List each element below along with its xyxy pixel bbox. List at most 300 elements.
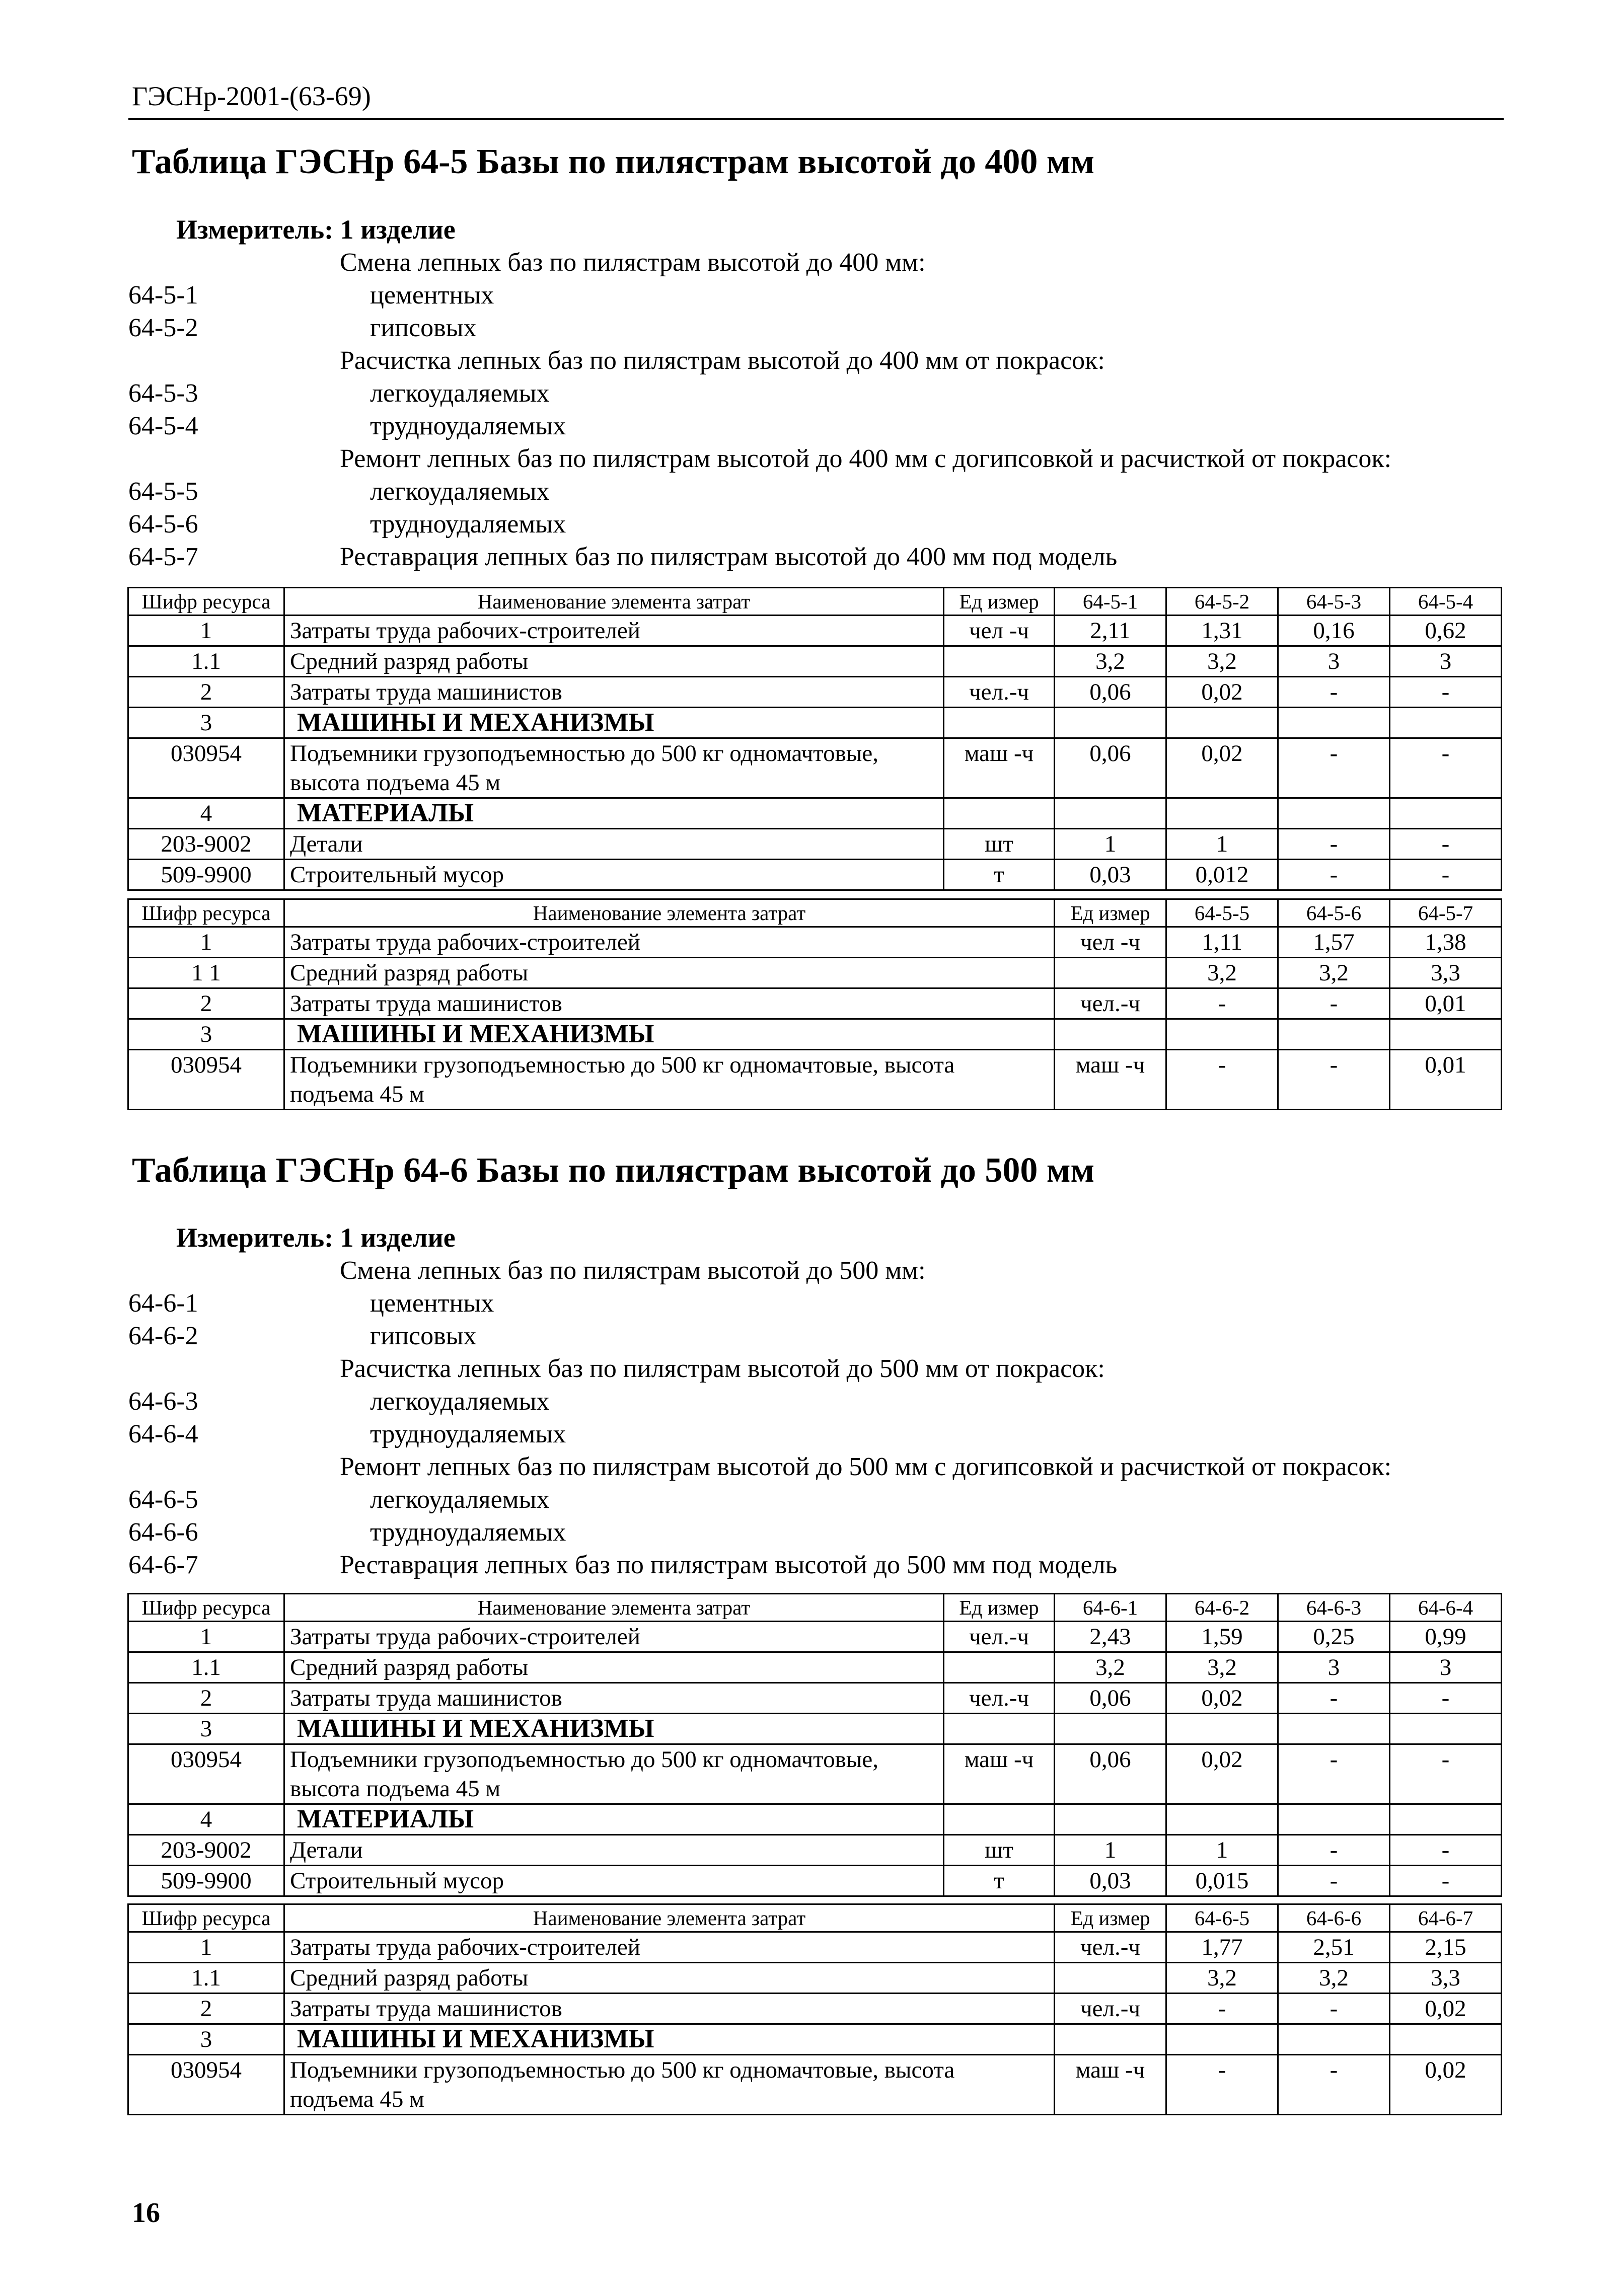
value-cell [1390, 1774, 1502, 1804]
value-cell: 0,015 [1166, 1866, 1278, 1896]
table-row [128, 927, 1502, 958]
work-name: легкоудаляемых [370, 1387, 550, 1416]
value-cell [1278, 1714, 1390, 1744]
value-cell: 0,02 [1166, 1744, 1278, 1775]
description-row [128, 378, 1508, 411]
work-code: 64-5-4 [128, 412, 198, 440]
value-cell: 3,2 [1278, 1963, 1390, 1994]
value-cell [1390, 798, 1502, 829]
value-cell: 0,02 [1166, 677, 1278, 708]
value-cell: - [1166, 1994, 1278, 2024]
description-row [128, 477, 1508, 509]
value-cell: 3,3 [1390, 958, 1502, 988]
work-name: трудноудаляемых [370, 412, 566, 440]
header-row [128, 899, 1502, 927]
value-cell [1278, 1774, 1390, 1804]
document-code: ГЭСНр-2001-(63-69) [132, 81, 371, 111]
column-header: Ед измер [1055, 1904, 1166, 1932]
resource-code: 203-9002 [128, 1835, 284, 1866]
unit-cell: чел.-ч [944, 1683, 1055, 1714]
table-row [128, 768, 1502, 798]
column-header: Шифр ресурса [128, 899, 284, 927]
column-header: Шифр ресурса [128, 1904, 284, 1932]
value-cell: 0,02 [1166, 738, 1278, 769]
column-header: 64-5-5 [1166, 899, 1278, 927]
value-cell: 1,77 [1166, 1932, 1278, 1963]
table-row [128, 2024, 1502, 2055]
resource-code: 3 [128, 1019, 284, 1050]
value-cell: 1 [1166, 829, 1278, 860]
column-header: 64-5-4 [1390, 588, 1502, 616]
value-cell [1166, 1774, 1278, 1804]
unit-cell: т [944, 860, 1055, 890]
value-cell: - [1390, 1866, 1502, 1896]
resource-code [128, 1774, 284, 1804]
value-cell [1166, 1080, 1278, 1110]
unit-cell: чел.-ч [1055, 1994, 1166, 2024]
cost-element-name: Затраты труда машинистов [284, 988, 1055, 1019]
resource-code: 1 1 [128, 958, 284, 988]
value-cell [1278, 768, 1390, 798]
header-row [128, 1594, 1502, 1622]
resource-code: 3 [128, 2024, 284, 2055]
work-code: 64-6-7 [128, 1551, 198, 1579]
column-header: Наименование элемента затрат [284, 588, 944, 616]
value-cell: 1 [1055, 829, 1166, 860]
resource-code: 509-9900 [128, 1866, 284, 1896]
value-cell: 0,01 [1390, 1050, 1502, 1080]
value-cell [1390, 1080, 1502, 1110]
description-row [128, 1452, 1508, 1485]
value-cell: 3,2 [1055, 1652, 1166, 1683]
value-cell: 0,03 [1055, 860, 1166, 890]
table-row [128, 677, 1502, 708]
cost-element-name: подъема 45 м [284, 1080, 1055, 1110]
value-cell: - [1390, 1744, 1502, 1775]
column-header: 64-6-5 [1166, 1904, 1278, 1932]
value-cell: 3 [1390, 1652, 1502, 1683]
section-title: МАШИНЫ И МЕХАНИЗМЫ [284, 708, 944, 738]
cost-element-name: Средний разряд работы [284, 646, 944, 677]
work-name: гипсовых [370, 314, 477, 342]
cost-element-name: Детали [284, 829, 944, 860]
description-row [128, 1321, 1508, 1354]
work-code: 64-5-2 [128, 314, 198, 342]
value-cell [1055, 1804, 1166, 1835]
resource-code: 2 [128, 1683, 284, 1714]
resource-code: 2 [128, 988, 284, 1019]
work-name: легкоудаляемых [370, 1485, 550, 1514]
value-cell [1166, 1714, 1278, 1744]
value-cell [1390, 2024, 1502, 2055]
table-row [128, 1804, 1502, 1835]
cost-element-name: Средний разряд работы [284, 1652, 944, 1683]
value-cell: - [1278, 738, 1390, 769]
value-cell: 0,06 [1055, 1683, 1166, 1714]
resource-code: 030954 [128, 1744, 284, 1775]
value-cell: - [1166, 1050, 1278, 1080]
work-name: гипсовых [370, 1322, 477, 1350]
description-row [128, 509, 1508, 542]
resource-code: 1.1 [128, 646, 284, 677]
work-code: 64-5-6 [128, 510, 198, 539]
value-cell [1166, 2085, 1278, 2115]
unit-cell [944, 646, 1055, 677]
unit-cell [1055, 1080, 1166, 1110]
column-header: 64-6-3 [1278, 1594, 1390, 1622]
value-cell: - [1278, 1744, 1390, 1775]
value-cell: 0,99 [1390, 1622, 1502, 1652]
section-title: МАТЕРИАЛЫ [284, 798, 944, 829]
value-cell [1055, 708, 1166, 738]
work-name: Смена лепных баз по пилястрам высотой до 500 мм: [340, 1256, 926, 1285]
description-row [128, 1419, 1508, 1452]
work-code: 64-6-6 [128, 1518, 198, 1547]
value-cell: 3,2 [1166, 1963, 1278, 1994]
value-cell: - [1278, 1683, 1390, 1714]
value-cell: 0,62 [1390, 616, 1502, 646]
value-cell: - [1390, 1835, 1502, 1866]
work-code: 64-5-7 [128, 543, 198, 571]
value-cell: 3,2 [1166, 1652, 1278, 1683]
unit-cell: шт [944, 829, 1055, 860]
header-rule [128, 118, 1504, 120]
table-row [128, 1683, 1502, 1714]
value-cell: - [1278, 1994, 1390, 2024]
work-name: Реставрация лепных баз по пилястрам высотой до 400 мм под модель [340, 543, 1118, 571]
resource-code: 030954 [128, 1050, 284, 1080]
cost-element-name: Детали [284, 1835, 944, 1866]
value-cell [1055, 798, 1166, 829]
value-cell: 1 [1166, 1835, 1278, 1866]
value-cell: 0,06 [1055, 677, 1166, 708]
value-cell: 3,2 [1055, 646, 1166, 677]
work-name: трудноудаляемых [370, 510, 566, 539]
work-name: Смена лепных баз по пилястрам высотой до 400 мм: [340, 248, 926, 277]
work-name: цементных [370, 1289, 494, 1318]
resource-code: 1 [128, 1932, 284, 1963]
value-cell: - [1390, 860, 1502, 890]
description-row [128, 1288, 1508, 1321]
table-row [128, 1050, 1502, 1080]
cost-element-name: Затраты труда рабочих-строителей [284, 1932, 1055, 1963]
value-cell [1055, 1774, 1166, 1804]
unit-cell: шт [944, 1835, 1055, 1866]
value-cell: 0,02 [1166, 1683, 1278, 1714]
cost-element-name: Затраты труда рабочих-строителей [284, 1622, 944, 1652]
description-row [128, 313, 1508, 346]
resource-code: 2 [128, 677, 284, 708]
value-cell [1278, 1804, 1390, 1835]
table-row [128, 1963, 1502, 1994]
table-row [128, 1080, 1502, 1110]
value-cell: 0,03 [1055, 1866, 1166, 1896]
table-row [128, 738, 1502, 769]
section-title: МАТЕРИАЛЫ [284, 1804, 944, 1835]
value-cell: - [1278, 1866, 1390, 1896]
table-row [128, 958, 1502, 988]
unit-cell: т [944, 1866, 1055, 1896]
description-row [128, 248, 1508, 280]
value-cell: - [1278, 829, 1390, 860]
unit-cell: чел -ч [1055, 927, 1166, 958]
cost-element-name: Подъемники грузоподъемностью до 500 кг одномачтовые, [284, 738, 944, 769]
value-cell: 0,012 [1166, 860, 1278, 890]
value-cell: 1,57 [1278, 927, 1390, 958]
value-cell: 1,38 [1390, 927, 1502, 958]
work-code: 64-5-3 [128, 379, 198, 408]
description-row [128, 1550, 1508, 1583]
resource-code: 1 [128, 927, 284, 958]
work-name: трудноудаляемых [370, 1420, 566, 1448]
table-title-64-5: Таблица ГЭСНр 64-5 Базы по пилястрам высотой до 400 мм [132, 142, 1095, 181]
value-cell: 0,16 [1278, 616, 1390, 646]
cost-element-name: высота подъема 45 м [284, 768, 944, 798]
work-code: 64-5-1 [128, 281, 198, 310]
resource-table-64-6-5-7 [127, 1903, 1502, 2115]
table-row [128, 1835, 1502, 1866]
value-cell [1390, 708, 1502, 738]
unit-cell: маш -ч [1055, 2055, 1166, 2085]
description-row [128, 444, 1508, 477]
resource-code: 1.1 [128, 1963, 284, 1994]
value-cell [1390, 768, 1502, 798]
value-cell: 1 [1055, 1835, 1166, 1866]
resource-table-64-5-1-4 [127, 587, 1502, 891]
section-title: МАШИНЫ И МЕХАНИЗМЫ [284, 1714, 944, 1744]
value-cell [1055, 1714, 1166, 1744]
unit-cell [944, 768, 1055, 798]
table-row [128, 1932, 1502, 1963]
unit-cell [944, 1774, 1055, 1804]
table-row [128, 1652, 1502, 1683]
resource-code: 1 [128, 1622, 284, 1652]
section-title: МАШИНЫ И МЕХАНИЗМЫ [284, 2024, 1055, 2055]
table-row [128, 1622, 1502, 1652]
description-row [128, 280, 1508, 313]
description-row [128, 1485, 1508, 1517]
value-cell [1390, 1804, 1502, 1835]
description-row [128, 346, 1508, 378]
column-header: 64-6-1 [1055, 1594, 1166, 1622]
value-cell [1166, 798, 1278, 829]
value-cell: 2,51 [1278, 1932, 1390, 1963]
unit-cell [1055, 2024, 1166, 2055]
work-name: Расчистка лепных баз по пилястрам высотой до 400 мм от покрасок: [340, 346, 1105, 375]
table-row [128, 2085, 1502, 2115]
value-cell: 0,02 [1390, 2055, 1502, 2085]
column-header: Наименование элемента затрат [284, 1904, 1055, 1932]
work-name: Реставрация лепных баз по пилястрам высотой до 500 мм под модель [340, 1551, 1118, 1579]
table-row [128, 616, 1502, 646]
resource-code: 3 [128, 708, 284, 738]
work-name: Ремонт лепных баз по пилястрам высотой до 400 мм с догипсовкой и расчисткой от покрасок: [340, 444, 1392, 473]
work-name: легкоудаляемых [370, 379, 550, 408]
column-header: 64-6-4 [1390, 1594, 1502, 1622]
unit-cell: чел.-ч [1055, 1932, 1166, 1963]
work-code: 64-6-4 [128, 1420, 198, 1448]
unit-cell [944, 708, 1055, 738]
cost-element-name: высота подъема 45 м [284, 1774, 944, 1804]
section-title: МАШИНЫ И МЕХАНИЗМЫ [284, 1019, 1055, 1050]
work-code: 64-6-5 [128, 1485, 198, 1514]
cost-element-name: Строительный мусор [284, 860, 944, 890]
work-description-64-6 [128, 1256, 1508, 1583]
work-code: 64-5-5 [128, 477, 198, 506]
value-cell: - [1278, 2055, 1390, 2085]
work-name: легкоудаляемых [370, 477, 550, 506]
value-cell: - [1278, 1835, 1390, 1866]
value-cell: - [1390, 738, 1502, 769]
column-header: 64-5-1 [1055, 588, 1166, 616]
column-header: 64-6-2 [1166, 1594, 1278, 1622]
work-name: цементных [370, 281, 494, 310]
value-cell: 2,15 [1390, 1932, 1502, 1963]
value-cell [1390, 1019, 1502, 1050]
resource-code: 4 [128, 1804, 284, 1835]
unit-cell [944, 1804, 1055, 1835]
value-cell: 3 [1390, 646, 1502, 677]
value-cell: 3 [1278, 646, 1390, 677]
unit-cell: чел.-ч [944, 677, 1055, 708]
value-cell: - [1166, 988, 1278, 1019]
value-cell: 0,06 [1055, 1744, 1166, 1775]
value-cell: 3,2 [1166, 958, 1278, 988]
cost-element-name: Подъемники грузоподъемностью до 500 кг одномачтовые, [284, 1744, 944, 1775]
column-header: 64-5-2 [1166, 588, 1278, 616]
table-title-64-6: Таблица ГЭСНр 64-6 Базы по пилястрам высотой до 500 мм [132, 1151, 1095, 1190]
resource-code: 509-9900 [128, 860, 284, 890]
table-row [128, 1774, 1502, 1804]
unit-cell: маш -ч [1055, 1050, 1166, 1080]
cost-element-name: Строительный мусор [284, 1866, 944, 1896]
value-cell [1278, 708, 1390, 738]
value-cell: - [1278, 988, 1390, 1019]
resource-code: 030954 [128, 738, 284, 769]
value-cell [1278, 1080, 1390, 1110]
value-cell: - [1278, 860, 1390, 890]
value-cell [1390, 2085, 1502, 2115]
value-cell [1166, 1019, 1278, 1050]
work-name: Расчистка лепных баз по пилястрам высотой до 500 мм от покрасок: [340, 1354, 1105, 1383]
description-row [128, 1256, 1508, 1288]
unit-cell [1055, 1963, 1166, 1994]
cost-element-name: Средний разряд работы [284, 1963, 1055, 1994]
value-cell: 2,43 [1055, 1622, 1166, 1652]
resource-code: 203-9002 [128, 829, 284, 860]
table-row [128, 1994, 1502, 2024]
value-cell: - [1390, 1683, 1502, 1714]
value-cell: 3,3 [1390, 1963, 1502, 1994]
value-cell: 0,02 [1390, 1994, 1502, 2024]
value-cell: 0,06 [1055, 738, 1166, 769]
value-cell: - [1390, 829, 1502, 860]
value-cell: - [1278, 1050, 1390, 1080]
resource-code [128, 2085, 284, 2115]
value-cell: - [1390, 677, 1502, 708]
table-row [128, 798, 1502, 829]
column-header: 64-5-6 [1278, 899, 1390, 927]
cost-element-name: Затраты труда машинистов [284, 677, 944, 708]
resource-code [128, 1080, 284, 1110]
resource-code: 1.1 [128, 1652, 284, 1683]
column-header: Шифр ресурса [128, 1594, 284, 1622]
unit-cell [944, 798, 1055, 829]
description-row [128, 1517, 1508, 1550]
description-row [128, 542, 1508, 575]
resource-code: 1 [128, 616, 284, 646]
description-row [128, 1387, 1508, 1419]
column-header: 64-5-3 [1278, 588, 1390, 616]
table-row [128, 860, 1502, 890]
cost-element-name: Подъемники грузоподъемностью до 500 кг одномачтовые, высота [284, 2055, 1055, 2085]
resource-table-64-6-1-4 [127, 1593, 1502, 1897]
description-row [128, 1354, 1508, 1387]
table-row [128, 1714, 1502, 1744]
column-header: Наименование элемента затрат [284, 1594, 944, 1622]
column-header: Шифр ресурса [128, 588, 284, 616]
value-cell [1166, 708, 1278, 738]
unit-cell [944, 1652, 1055, 1683]
value-cell [1278, 2085, 1390, 2115]
work-code: 64-6-3 [128, 1387, 198, 1416]
value-cell [1166, 1804, 1278, 1835]
value-cell: 0,01 [1390, 988, 1502, 1019]
cost-element-name: Подъемники грузоподъемностью до 500 кг одномачтовые, высота [284, 1050, 1055, 1080]
cost-element-name: подъема 45 м [284, 2085, 1055, 2115]
work-code: 64-6-1 [128, 1289, 198, 1318]
table-row [128, 1744, 1502, 1775]
page-number: 16 [132, 2197, 160, 2229]
cost-element-name: Затраты труда рабочих-строителей [284, 927, 1055, 958]
unit-cell [1055, 1019, 1166, 1050]
value-cell: - [1278, 677, 1390, 708]
value-cell [1166, 768, 1278, 798]
value-cell: 3 [1278, 1652, 1390, 1683]
unit-cell: чел.-ч [944, 1622, 1055, 1652]
unit-cell: чел -ч [944, 616, 1055, 646]
column-header: 64-5-7 [1390, 899, 1502, 927]
resource-code: 030954 [128, 2055, 284, 2085]
value-cell [1278, 798, 1390, 829]
value-cell [1278, 1019, 1390, 1050]
unit-cell [1055, 958, 1166, 988]
column-header: 64-6-6 [1278, 1904, 1390, 1932]
value-cell [1390, 1714, 1502, 1744]
table-row [128, 646, 1502, 677]
column-header: Ед измер [944, 1594, 1055, 1622]
value-cell: 0,25 [1278, 1622, 1390, 1652]
resource-table-64-5-5-7 [127, 898, 1502, 1110]
column-header: Ед измер [1055, 899, 1166, 927]
column-header: Ед измер [944, 588, 1055, 616]
table-row [128, 1866, 1502, 1896]
header-row [128, 588, 1502, 616]
work-code: 64-6-2 [128, 1322, 198, 1350]
value-cell: 1,31 [1166, 616, 1278, 646]
table-row [128, 2055, 1502, 2085]
resource-code: 3 [128, 1714, 284, 1744]
header-row [128, 1904, 1502, 1932]
measure-64-5: Измеритель: 1 изделие [176, 214, 456, 245]
work-name: Ремонт лепных баз по пилястрам высотой до 500 мм с догипсовкой и расчисткой от покрасок: [340, 1452, 1392, 1481]
cost-element-name: Затраты труда машинистов [284, 1683, 944, 1714]
table-row [128, 829, 1502, 860]
value-cell: 1,59 [1166, 1622, 1278, 1652]
cost-element-name: Затраты труда машинистов [284, 1994, 1055, 2024]
cost-element-name: Средний разряд работы [284, 958, 1055, 988]
value-cell [1166, 2024, 1278, 2055]
